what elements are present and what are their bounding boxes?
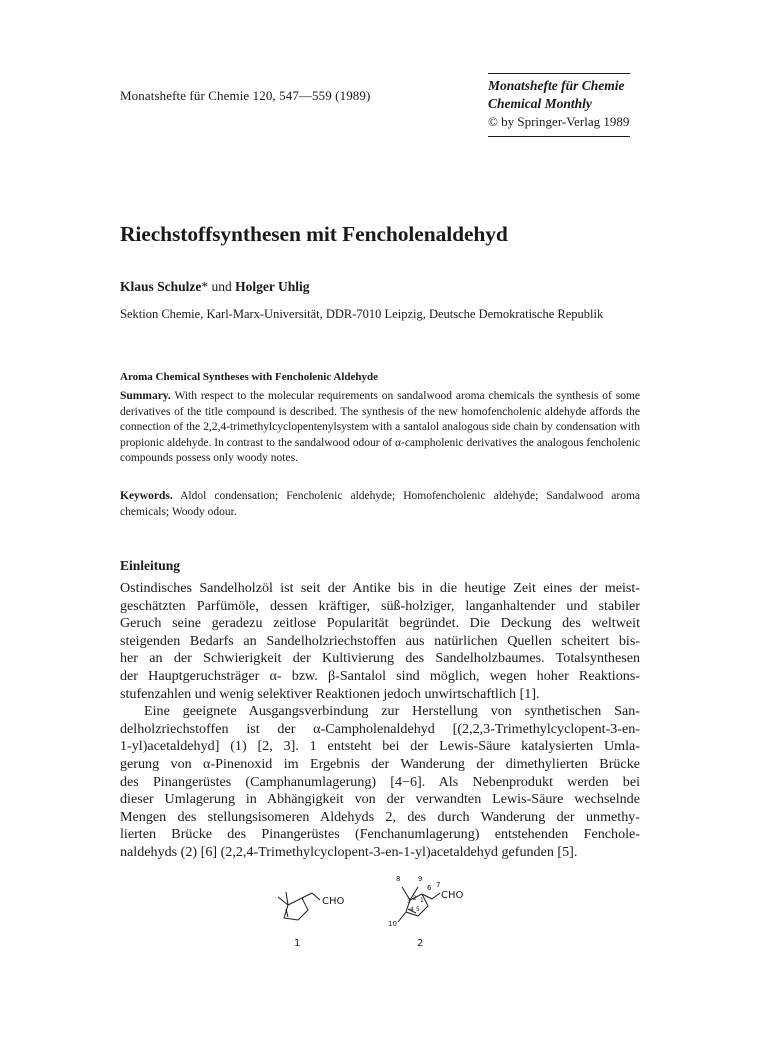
body-line: Geruch seine geradezu zeitlose Popularität begründet. Die Deckung des weltweit (120, 615, 640, 632)
body-line: geschätzten Parfümöle, dessen kräftiger, süß-holziger, langanhaltender und stabiler (120, 597, 640, 614)
author-name: Klaus Schulze (120, 279, 202, 294)
atom-number: 7 (436, 881, 441, 889)
compound-number-2: 2 (417, 938, 424, 949)
body-line: lierten Brücke des Pinangerüstes (Fenchanumlagerung) entstehenden Fenchole- (120, 826, 640, 843)
article-title: Riechstoffsynthesen mit Fencholenaldehyd (120, 222, 508, 246)
summary-block (120, 389, 640, 467)
summary-text: With respect to the molecular requirements on sandalwood aroma chemicals the synthesis of some derivatives of the title compound is described. The synthesis of the new homofencholenic aldehyde affords the connection of the 2,2,4-trimethylcyclopentenylsystem with a santalol analogous side chain by condensation with propionic aldehyde. In contrast to the sandalwood odour of α-campholenic derivatives the analogous fencholenic compounds possess only woody notes. (120, 390, 640, 465)
atom-number: 8 (396, 875, 401, 883)
structure-1 (278, 892, 320, 920)
keywords-label: Keywords. (120, 490, 173, 502)
body-line: 1-yl)acetaldehyd] (1) [2, 3]. 1 entsteht bei der Lewis-Säure katalysierten Umla- (120, 738, 640, 755)
keywords-block (120, 489, 640, 520)
body-line: der Hauptgeruchsträger α- bzw. β-Santalol sind möglich, wegen hoher Reaktions- (120, 667, 640, 684)
body-line: naldehyds (2) [6] (2,2,4-Trimethylcyclopent-3-en-1-yl)acetaldehyd gefunden [5]. (120, 843, 578, 860)
journal-masthead (488, 73, 630, 137)
cho-label-1: CHO (322, 896, 345, 907)
masthead-title: Monatshefte für Chemie (488, 78, 625, 93)
english-title: Aroma Chemical Syntheses with Fencholenic Aldehyde (120, 371, 378, 383)
atom-number: 10 (388, 920, 397, 928)
keywords-text: Aldol condensation; Fencholenic aldehyde; Homofencholenic aldehyde; Sandalwood aroma chemicals; Woody odour. (120, 490, 640, 518)
atom-number: 1 (420, 897, 424, 904)
author-conjunction: und (211, 279, 232, 294)
section-heading: Einleitung (120, 558, 181, 573)
journal-reference: Monatshefte für Chemie 120, 547—559 (1989) (120, 88, 371, 103)
body-line: her an der Schwierigkeit der Kultivierung des Sandelholzbaumes. Totalsynthesen (120, 650, 640, 667)
body-line: des Pinangerüstes (Camphanumlagerung) [4−6]. Als Nebenprodukt werden bei (120, 773, 640, 790)
body-line: steigenden Bedarfs an Sandelholzriechstoffen aus natürlichen Quellen scheitert bis- (120, 632, 640, 649)
atom-number: 6 (427, 884, 432, 892)
author-line (120, 279, 310, 295)
author-name: Holger Uhlig (235, 279, 310, 294)
atom-number: 3 (407, 898, 411, 905)
structure-figure (250, 860, 510, 960)
body-line: Mengen des stellungsisomeren Aldehyds 2, des durch Wanderung der unmethy- (120, 808, 640, 825)
cho-label-2: CHO (441, 890, 464, 901)
atom-number: 4 (410, 906, 414, 913)
chemical-structures (250, 860, 510, 960)
structure-2 (398, 887, 440, 922)
body-text (120, 580, 640, 862)
body-line: delholzriechstoffen ist der α-Campholenaldehyd [(2,2,3-Trimethylcyclopent-3-en- (120, 720, 640, 737)
body-line: stufenzahlen und wenig selektiver Reaktionen jedoch unwirtschaftlich [1]. (120, 685, 540, 702)
compound-number-1: 1 (294, 938, 301, 949)
body-line: dieser Umlagerung in Abhängigkeit von der verwandten Lewis-Säure wechselnde (120, 791, 640, 808)
body-line: Ostindisches Sandelholzöl ist seit der Antike bis in die heutige Zeit eines der meist- (120, 580, 640, 596)
body-line: gerung von α-Pinenoxid im Ergebnis der Wanderung der dimethylierten Brücke (120, 755, 640, 772)
atom-number: 5 (416, 906, 420, 913)
atom-number: 9 (418, 875, 423, 883)
corresponding-mark: * (201, 279, 209, 294)
atom-number: 2 (413, 895, 417, 902)
body-line: Eine geeignete Ausgangsverbindung zur Herstellung von synthetischen San- (144, 703, 640, 720)
summary-label: Summary. (120, 390, 171, 402)
copyright-notice: © by Springer-Verlag 1989 (488, 114, 630, 129)
affiliation: Sektion Chemie, Karl-Marx-Universität, DDR-7010 Leipzig, Deutsche Demokratische Republik (120, 307, 604, 321)
masthead-subtitle: Chemical Monthly (488, 96, 592, 111)
